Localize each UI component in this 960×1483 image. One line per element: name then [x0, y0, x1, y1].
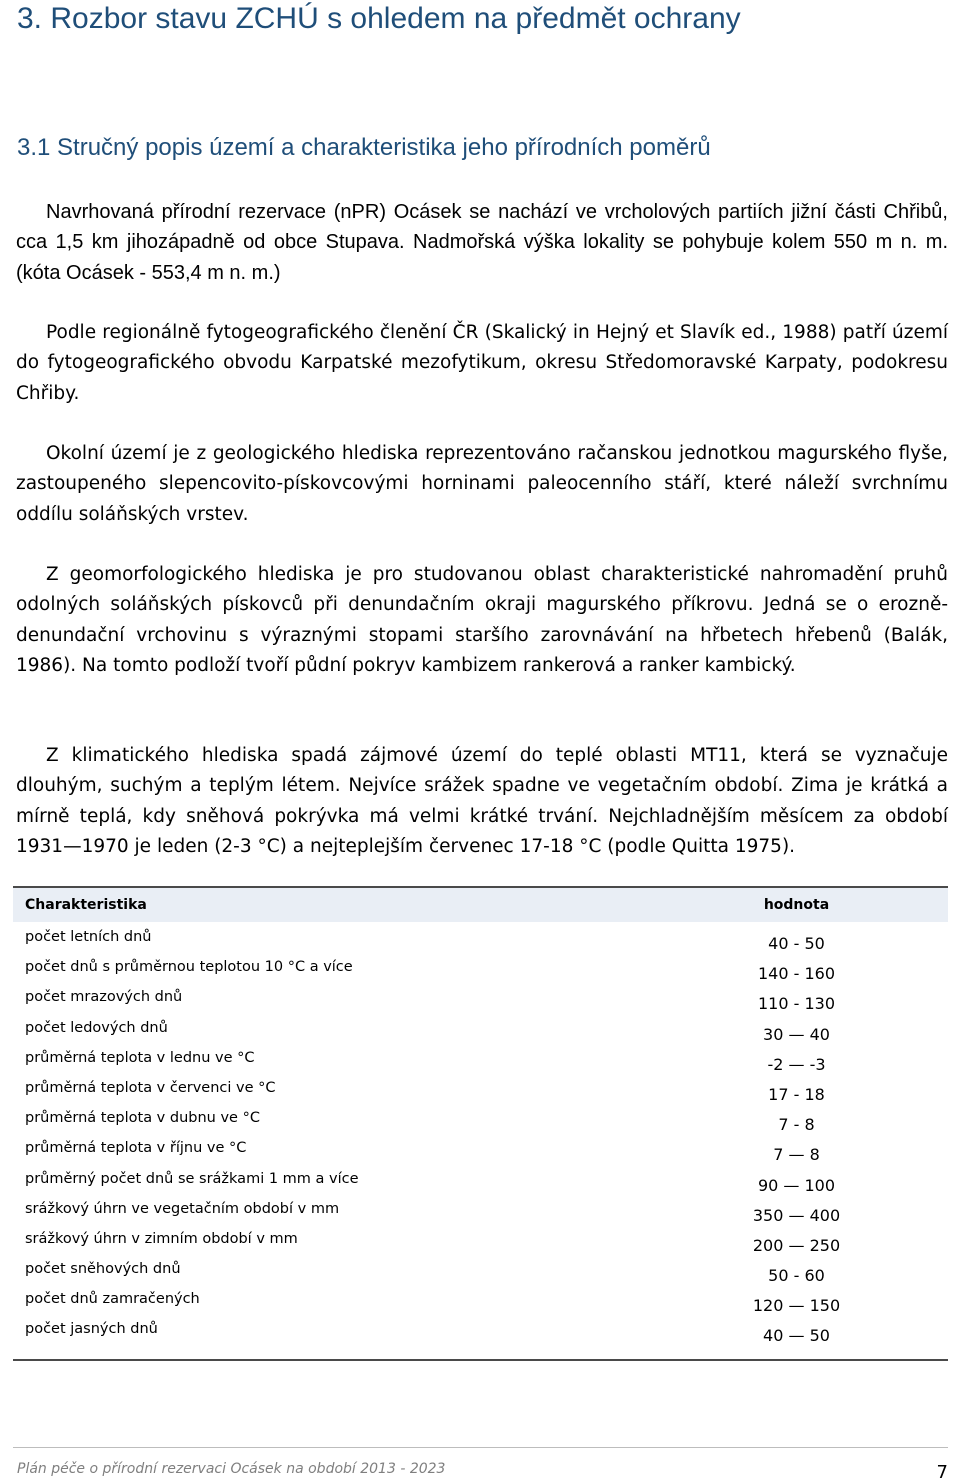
paragraph-geology: Okolní území je z geologického hlediska reprezentováno račanskou jednotkou magurského flyše, zastoupeného slepencovito-pískovcovými horninami paleocenního stáří, které náleží svrchnímu oddílu soláňských vrstev.: [16, 443, 948, 525]
table-row: [13, 1260, 948, 1290]
row-label: počet dnů zamračených: [25, 1291, 200, 1308]
table-row: [13, 1290, 948, 1320]
table-row: [13, 1139, 948, 1169]
paragraph-geomorphology: Z geomorfologického hlediska je pro studovanou oblast charakteristické nahromadění pruhů odolných soláňských pískovců při denundačním okraji magurského příkrovu. Jedná se o erozně-denundační vrchovinu s výraznými stopami staršího zarovnávání na hřbetech hřebenů (Balák, 1986). Na tomto podloží tvoří půdní pokryv kambizem rankerová a ranker kambický.: [16, 564, 948, 676]
table-header: [13, 888, 948, 922]
table-row: [13, 1049, 948, 1079]
page-number: 7: [936, 1462, 948, 1483]
table-row: [13, 1200, 948, 1230]
footer-divider: [13, 1447, 948, 1448]
footer-title: Plán péče o přírodní rezervaci Ocásek na období 2013 - 2023: [17, 1461, 446, 1477]
row-value: 200 — 250: [752, 1235, 841, 1255]
table-row: [13, 928, 948, 958]
row-label: počet dnů s průměrnou teplotou 10 °C a více: [25, 959, 353, 976]
table-row: [13, 958, 948, 988]
row-value: -2 — -3: [767, 1054, 826, 1074]
table-body: [13, 922, 948, 1361]
row-label: počet letních dnů: [25, 929, 152, 945]
row-value: 90 — 100: [757, 1175, 836, 1195]
row-label: průměrný počet dnů se srážkami 1 mm a více: [25, 1170, 359, 1187]
row-value: 40 - 50: [768, 934, 825, 953]
row-value: 140 - 160: [757, 964, 836, 984]
row-label: počet ledových dnů: [25, 1019, 168, 1036]
row-label: počet mrazových dnů: [25, 989, 183, 1006]
climate-table: [13, 886, 948, 1361]
paragraph-climate: Z klimatického hlediska spadá zájmové území do teplé oblasti MT11, která se vyznačuje dlouhým, suchým a teplým létem. Nejvíce srážek spadne ve vegetačním období. Zima je krátká a mírně teplá, kdy sněhová pokrývka má velmi krátké trvání. Nejchladnějším měsícem za období 1931—1970 je leden (2-3 °C) a nejteplejším červenec 17-18 °C (podle Quitta 1975).: [16, 745, 948, 857]
section-heading: 3.1 Stručný popis území a charakteristika jeho přírodních poměrů: [17, 134, 711, 161]
row-value: 7 — 8: [773, 1145, 820, 1165]
row-label: srážkový úhrn v zimním období v mm: [25, 1230, 298, 1247]
table-row: [13, 1170, 948, 1200]
row-value: 17 - 18: [768, 1084, 825, 1104]
row-label: průměrná teplota v červenci ve °C: [25, 1079, 276, 1096]
table-row: [13, 1320, 948, 1350]
row-value: 30 — 40: [763, 1024, 830, 1044]
page-title: 3. Rozbor stavu ZCHÚ s ohledem na předmět ochrany: [17, 2, 741, 35]
table-row: [13, 1109, 948, 1139]
table-row: [13, 1230, 948, 1260]
row-label: průměrná teplota v dubnu ve °C: [25, 1110, 260, 1127]
row-label: průměrná teplota v říjnu ve °C: [25, 1140, 247, 1157]
row-value: 350 — 400: [752, 1205, 841, 1225]
row-value: 110 - 130: [757, 994, 836, 1014]
row-label: počet jasných dnů: [25, 1321, 158, 1338]
row-label: srážkový úhrn ve vegetačním období v mm: [25, 1200, 340, 1217]
table-header-value: hodnota: [763, 897, 830, 913]
table-row: [13, 1079, 948, 1109]
paragraph-location: Navrhovaná přírodní rezervace (nPR) Ocásek se nachází ve vrcholových partiích jižní části Chřibů, cca 1,5 km jihozápadně od obce Stupava. Nadmořská výška lokality se pohybuje kolem 550 m n. m. (kóta Ocásek - 553,4 m n. m.): [16, 201, 948, 284]
table-header-characteristic: Charakteristika: [25, 897, 147, 913]
row-value: 40 — 50: [763, 1326, 830, 1346]
row-value: 7 - 8: [778, 1115, 815, 1135]
table-row: [13, 988, 948, 1018]
row-label: počet sněhových dnů: [25, 1261, 181, 1278]
table-row: [13, 1019, 948, 1049]
row-value: 120 — 150: [752, 1296, 841, 1316]
paragraph-phytogeography: Podle regionálně fytogeografického členění ČR (Skalický in Hejný et Slavík ed., 1988) patří území do fytogeografického obvodu Karpatské mezofytikum, okresu Středomoravské Karpaty, podokresu Chřiby.: [16, 322, 948, 404]
row-value: 50 - 60: [768, 1266, 825, 1286]
row-label: průměrná teplota v lednu ve °C: [25, 1049, 255, 1066]
